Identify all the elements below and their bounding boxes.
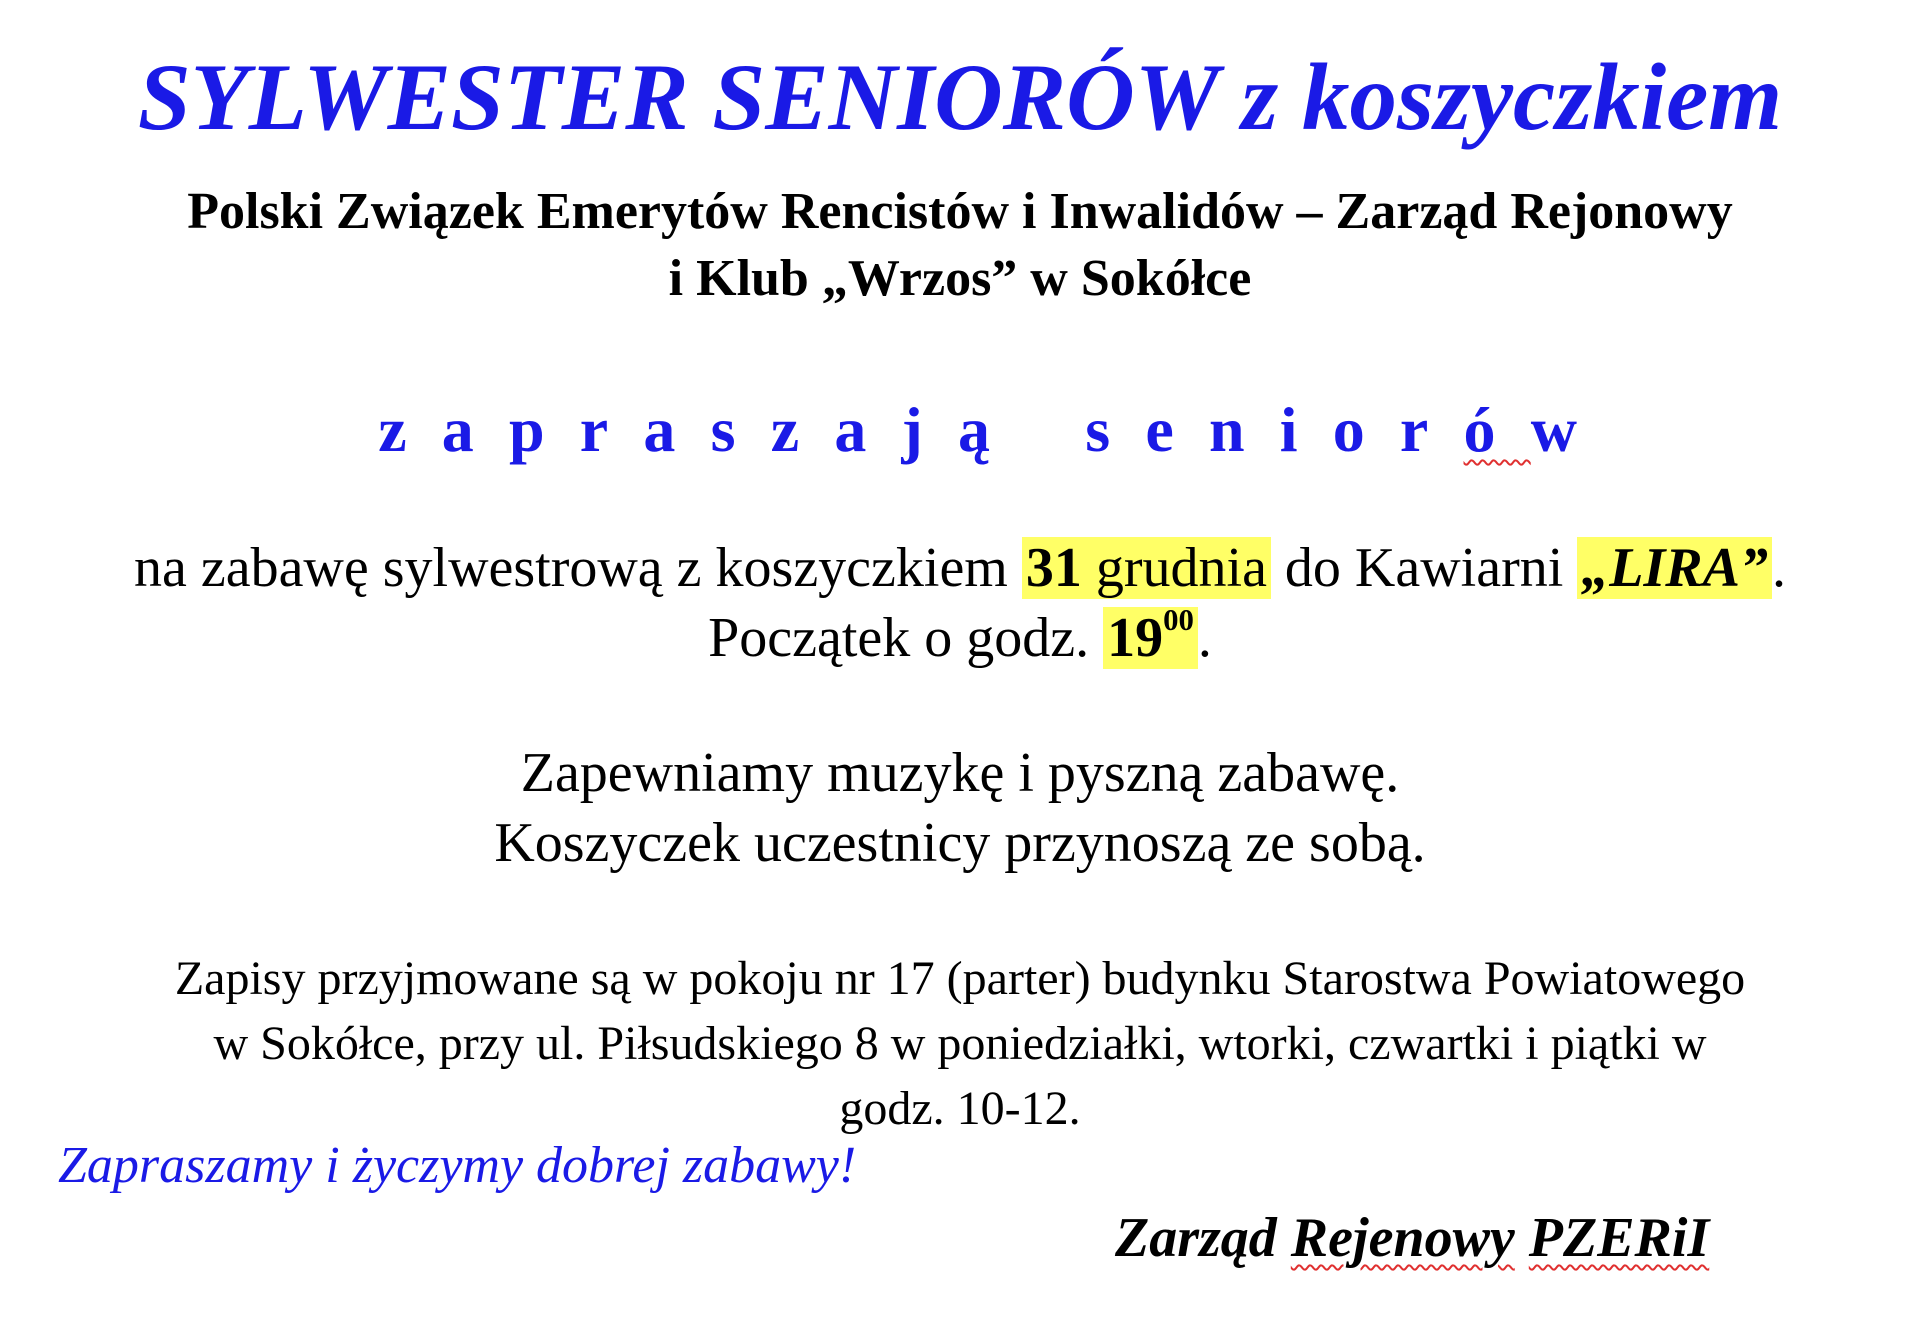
signature-misspelled-word: Rejenowy bbox=[1290, 1207, 1515, 1269]
invite-word-2: seniorów bbox=[1085, 394, 1613, 465]
invite-word-1: zapraszają bbox=[378, 394, 1026, 465]
event-intro-text: na zabawę sylwestrową z koszyczkiem bbox=[134, 537, 1008, 599]
event-venue-name: „LIRA” bbox=[1577, 537, 1772, 599]
signature: Zarząd Rejenowy PZERiI bbox=[1115, 1207, 1710, 1269]
signup-line-1: Zapisy przyjmowane są w pokoju nr 17 (parter) budynku Starostwa Powiatowego bbox=[174, 952, 1746, 1005]
info-line-2: Koszyczek uczestnicy przynoszą ze sobą. bbox=[494, 812, 1426, 874]
event-start-intro: Początek o godz. bbox=[708, 607, 1090, 669]
signup-line-3: godz. 10-12. bbox=[839, 1082, 1081, 1135]
event-date-day: 31 bbox=[1025, 537, 1082, 599]
organizer-line-2: i Klub „Wrzos” w Sokółce bbox=[668, 250, 1252, 307]
event-date-highlight bbox=[1022, 537, 1271, 599]
spellcheck-underline: ó bbox=[1463, 394, 1531, 465]
signup-line-2: w Sokółce, przy ul. Piłsudskiego 8 w poniedziałki, wtorki, czwartki i piątki w bbox=[213, 1017, 1707, 1070]
flyer-title: SYLWESTER SENIORÓW z koszyczkiem bbox=[137, 44, 1783, 150]
organizer-line-1: Polski Związek Emerytów Rencistów i Inwalidów – Zarząd Rejonowy bbox=[187, 183, 1733, 240]
signature-org-abbrev: PZERiI bbox=[1528, 1207, 1710, 1269]
info-line-1: Zapewniamy muzykę i pyszną zabawę. bbox=[520, 742, 1400, 804]
event-venue-intro: do Kawiarni bbox=[1284, 537, 1564, 599]
event-date-month: grudnia bbox=[1095, 537, 1267, 599]
closing-wishes: Zapraszamy i życzymy dobrej zabawy! bbox=[58, 1137, 857, 1194]
event-start-time: $19^{00}$ bbox=[1103, 607, 1198, 669]
invite-heading bbox=[0, 394, 1920, 465]
event-line-1: na zabawę sylwestrową z koszyczkiem 31 grudnia do Kawiarni „LIRA”. bbox=[134, 537, 1786, 599]
event-line-2: Początek o godz. $19^{00}$. bbox=[708, 602, 1212, 669]
